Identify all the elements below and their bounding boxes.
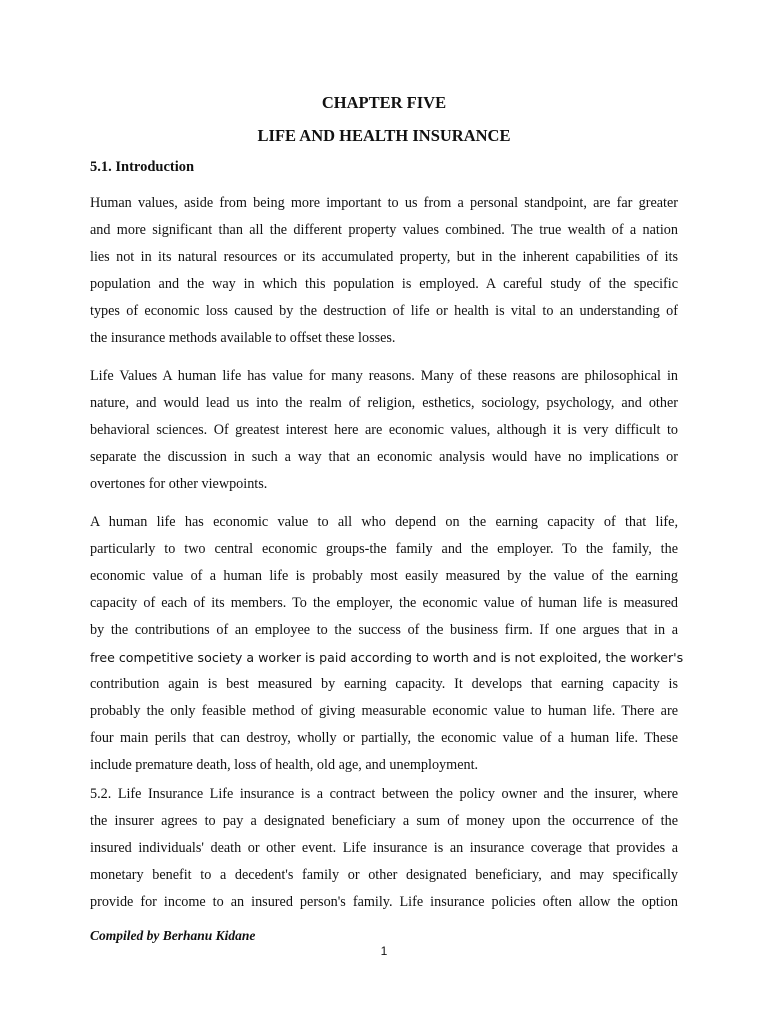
paragraph-line: monetary benefit to a decedent's family or other designated beneficiary, and may specifically — [90, 867, 678, 883]
paragraph-line: overtones for other viewpoints. — [90, 476, 268, 492]
section-heading: 5.1. Introduction — [90, 159, 195, 175]
page-number: 1 — [380, 944, 388, 958]
paragraph-line: four main perils that can destroy, wholly or partially, the economic value of a human life. These — [90, 730, 678, 746]
paragraph-line: provide for income to an insured person's family. Life insurance policies often allow the option — [90, 894, 678, 910]
paragraph-line: the insurer agrees to pay a designated beneficiary a sum of money upon the occurrence of the — [90, 813, 678, 829]
paragraph-line: insured individuals' death or other event. Life insurance is an insurance coverage that provides a — [90, 840, 678, 856]
paragraph-line: include premature death, loss of health, old age, and unemployment. — [90, 757, 479, 773]
paragraph-line: contribution again is best measured by earning capacity. It develops that earning capacity is — [90, 676, 678, 692]
paragraph-line: free competitive society a worker is paid according to worth and is not exploited, the worker's — [90, 650, 684, 665]
footer-compiled-by: Compiled by Berhanu Kidane — [90, 928, 256, 943]
paragraph-line: behavioral sciences. Of greatest interest here are economic values, although it is very difficult to — [90, 422, 678, 438]
paragraph-line: nature, and would lead us into the realm of religion, esthetics, sociology, psychology, and other — [90, 395, 678, 411]
paragraph-line: and more significant than all the different property values combined. The true wealth of a nation — [90, 222, 678, 238]
paragraph-line: separate the discussion in such a way that an economic analysis would have no implications or — [90, 449, 678, 465]
paragraph-1 — [90, 190, 678, 352]
paragraph-4 — [90, 781, 678, 916]
paragraph-line: Human values, aside from being more important to us from a personal standpoint, are far greater — [90, 195, 678, 211]
paragraph-line: Life Values A human life has value for many reasons. Many of these reasons are philosophical in — [90, 368, 678, 384]
paragraph-line: the insurance methods available to offset these losses. — [90, 330, 396, 346]
paragraph-line: by the contributions of an employee to the success of the business firm. If one argues that in a — [90, 622, 678, 638]
paragraph-line: probably the only feasible method of giving measurable economic value to human life. There are — [90, 703, 678, 719]
chapter-title: LIFE AND HEALTH INSURANCE — [257, 126, 511, 145]
paragraph-line: 5.2. Life Insurance Life insurance is a contract between the policy owner and the insurer, where — [90, 786, 678, 802]
chapter-number-title: CHAPTER FIVE — [321, 93, 447, 112]
paragraph-line: capacity of each of its members. To the employer, the economic value of human life is measured — [90, 595, 678, 611]
paragraph-2 — [90, 363, 678, 498]
paragraph-line: economic value of a human life is probably most easily measured by the value of the earning — [90, 568, 678, 584]
paragraph-line: particularly to two central economic groups-the family and the employer. To the family, the — [90, 541, 678, 557]
paragraph-line: lies not in its natural resources or its accumulated property, but in the inherent capabilities of its — [90, 249, 678, 265]
paragraph-line: types of economic loss caused by the destruction of life or health is vital to an understanding of — [90, 303, 678, 319]
paragraph-3 — [90, 509, 684, 779]
paragraph-line: A human life has economic value to all who depend on the earning capacity of that life, — [90, 514, 678, 530]
paragraph-line: population and the way in which this population is employed. A careful study of the specific — [90, 276, 678, 292]
